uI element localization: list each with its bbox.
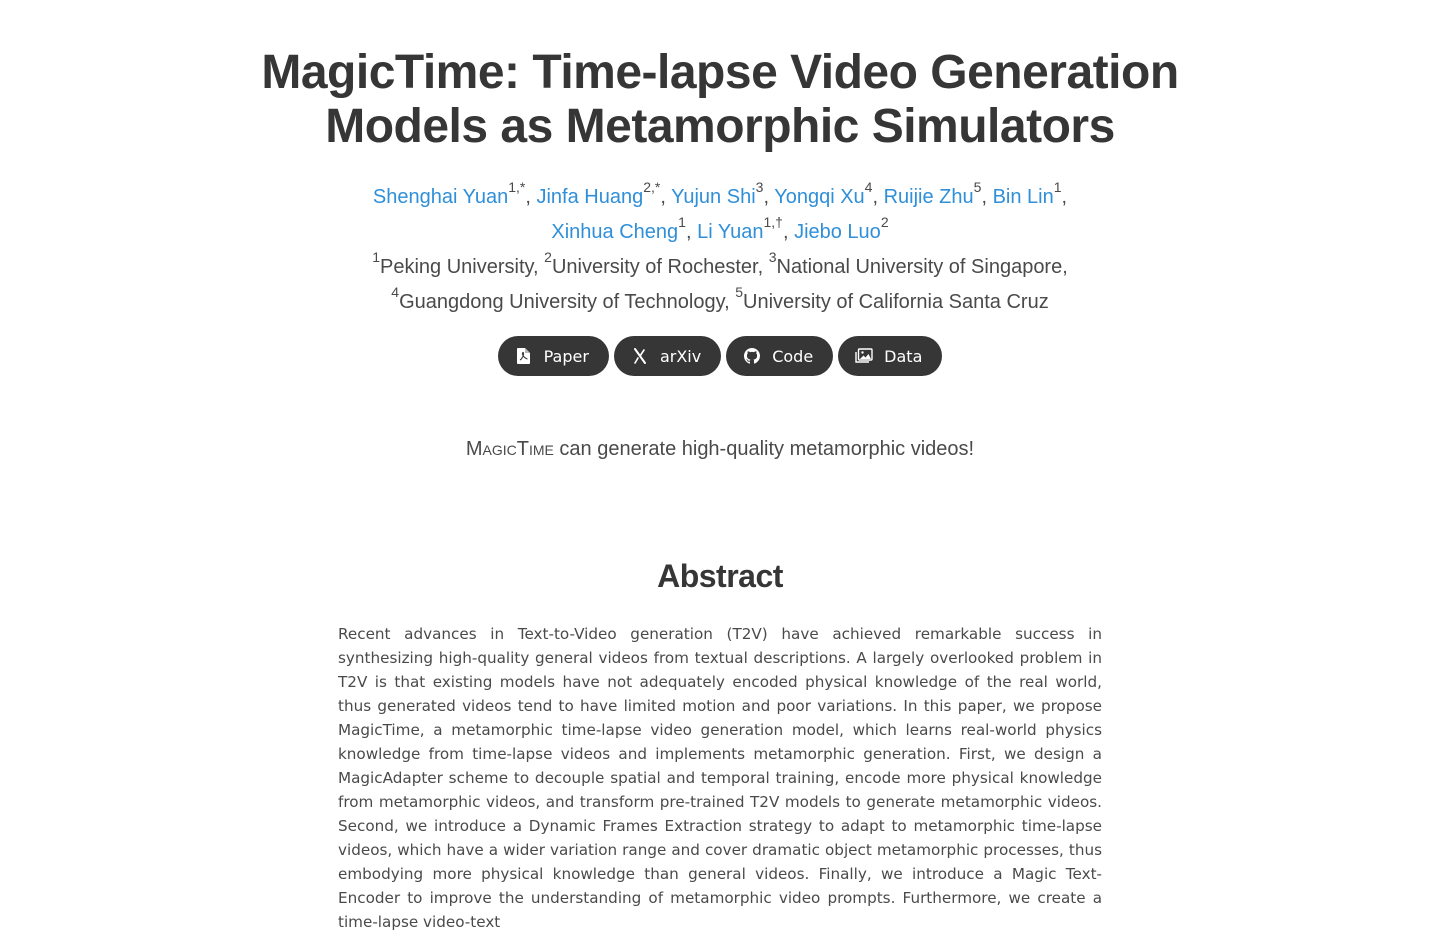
data-button-label: Data xyxy=(884,346,923,366)
author-sup: 1 xyxy=(678,214,686,231)
paper-button-label: Paper xyxy=(543,346,589,366)
author-sup: 2 xyxy=(880,214,889,231)
abstract-body: Recent advances in Text-to-Video generation (T2V) have achieved remarkable success in synthesizing high-quality general videos from textual descriptions. A largely overlooked problem in T2V is that existing models have not adequately encoded physical knowledge of the real world, thus generated videos tend to have limited motion and poor variations. In this paper, we propose MagicTime, a metamorphic time-lapse video generation model, which learns real-world physics knowledge from time-lapse videos and implements metamorphic generation. First, we design a MagicAdapter scheme to decouple spatial and temporal training, encode more physical knowledge from metamorphic videos, and transform pre-trained T2V models to generate metamorphic videos. Second, we introduce a Dynamic Frames Extraction strategy to adapt to metamorphic time-lapse videos, which have a wider variation range and cover dramatic object metamorphic processes, thus embodying more physical knowledge than general videos. Finally, we introduce a Magic Text-Encoder to improve the understanding of metamorphic video prompts. Furthermore, we create a time-lapse video-text xyxy=(338,625,1102,931)
author-link[interactable]: Yongqi Xu xyxy=(774,186,865,208)
abstract-heading: Abstract xyxy=(657,558,783,594)
author-sup: 3 xyxy=(755,179,764,196)
page-title xyxy=(0,46,1440,154)
affiliation-sup: 4 xyxy=(391,284,400,301)
affiliation-line-2: $^4$Guangdong University of Technology, $^5$University of California Santa Cruz xyxy=(391,284,1049,313)
author-link[interactable]: Bin Lin xyxy=(992,186,1054,208)
author-sup: 1 xyxy=(1053,179,1062,196)
affiliation-name: Peking University xyxy=(380,256,534,278)
arxiv-button[interactable] xyxy=(614,336,721,376)
tagline-text: can generate high-quality metamorphic videos! xyxy=(553,438,975,460)
author-line-1: Shenghai Yuan$^{1,*}$, Jinfa Huang$^{2,*}$, Yujun Shi$^3$, Yongqi Xu$^4$, Ruijie Zhu$^5$, Bin Lin$^1$, xyxy=(372,179,1068,208)
affiliation-sup: 1 xyxy=(372,249,380,266)
code-button-label: Code xyxy=(772,346,814,366)
author-line-2: Xinhua Cheng$^1$, Li Yuan$^{1,\dagger}$, Jiebo Luo$^2$ xyxy=(551,214,889,243)
affiliation-list xyxy=(0,250,1440,320)
code-button[interactable] xyxy=(726,336,833,376)
affiliation-name: University of Rochester xyxy=(551,256,758,278)
author-sup: 5 xyxy=(973,179,982,196)
affiliation-sup: 3 xyxy=(768,249,777,266)
title-line-2: Models as Metamorphic Simulators xyxy=(325,100,1115,153)
author-sup: 1,* xyxy=(508,179,526,196)
author-link[interactable]: Shenghai Yuan xyxy=(372,186,509,208)
affiliation-sup: 2 xyxy=(544,249,552,266)
author-list xyxy=(0,180,1440,250)
author-sup: 1,† xyxy=(763,214,783,231)
title-line-1: MagicTime: Time-lapse Video Generation xyxy=(261,46,1179,99)
affiliation-name: National University of Singapore xyxy=(776,256,1063,278)
author-sup: 2,* xyxy=(643,179,661,196)
author-link[interactable]: Yujun Shi xyxy=(671,186,756,208)
author-link[interactable]: Ruijie Zhu xyxy=(883,186,974,208)
affiliation-sup: 5 xyxy=(735,284,744,301)
author-link[interactable]: Xinhua Cheng xyxy=(551,221,679,243)
author-link[interactable]: Jinfa Huang xyxy=(536,186,644,208)
images-icon xyxy=(856,348,872,364)
author-sup: 4 xyxy=(864,179,873,196)
data-button[interactable] xyxy=(838,336,942,376)
tagline xyxy=(0,438,1440,461)
tagline-model-name: MagicTime xyxy=(465,438,554,460)
file-pdf-icon xyxy=(516,348,532,364)
link-buttons xyxy=(0,336,1440,376)
paper-button[interactable] xyxy=(498,336,609,376)
affiliation-name: University of California Santa Cruz xyxy=(743,291,1049,313)
github-icon xyxy=(744,348,760,364)
author-link[interactable]: Jiebo Luo xyxy=(794,221,881,243)
affiliation-name: Guangdong University of Technology xyxy=(399,291,725,313)
author-link[interactable]: Li Yuan xyxy=(697,221,764,243)
arxiv-icon xyxy=(632,348,648,364)
arxiv-button-label: arXiv xyxy=(659,346,702,366)
affiliation-line-1: $^1$Peking University, $^2$University of Rochester, $^3$National University of Singapore, xyxy=(372,249,1068,278)
